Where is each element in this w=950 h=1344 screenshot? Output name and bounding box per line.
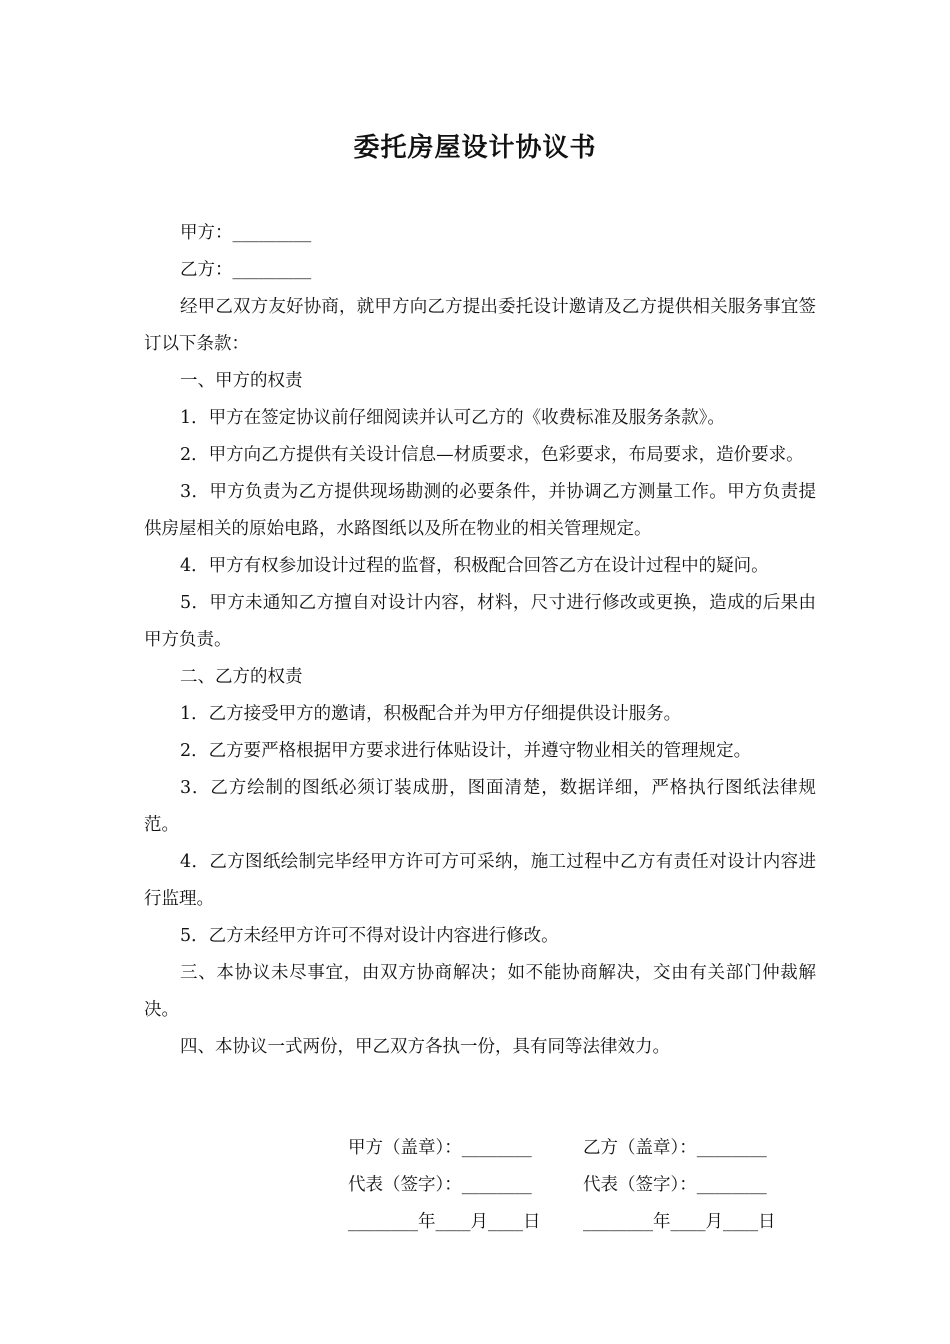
clause: 2．乙方要严格根据甲方要求进行体贴设计，并遵守物业相关的管理规定。 (180, 741, 752, 761)
clause: 1．乙方接受甲方的邀请，积极配合并为甲方仔细提供设计服务。 (180, 704, 682, 724)
clause: 3．乙方绘制的图纸必须订装成册，图面清楚，数据详细，严格执行图纸法律规范。 (144, 778, 816, 835)
party-b-seal: 乙方（盖章）：________ (583, 1138, 767, 1158)
section-heading-party-b: 二、乙方的权责 (180, 667, 303, 687)
clause: 5．乙方未经甲方许可不得对设计内容进行修改。 (180, 926, 559, 946)
representative-row (348, 1167, 818, 1204)
party-a-seal: 甲方（盖章）：________ (348, 1138, 532, 1158)
signature-block (348, 1130, 818, 1241)
clause: 4．乙方图纸绘制完毕经甲方许可方可采纳，施工过程中乙方有责任对设计内容进行监理。 (144, 852, 816, 909)
party-b-date: ________年____月____日 (583, 1212, 776, 1232)
agreement-body (144, 215, 816, 1066)
party-a-line: 甲方：_________ (180, 223, 312, 243)
preamble: 经甲乙双方友好协商，就甲方向乙方提出委托设计邀请及乙方提供相关服务事宜签订以下条款： (144, 297, 816, 354)
clause: 3．甲方负责为乙方提供现场勘测的必要条件，并协调乙方测量工作。甲方负责提供房屋相关的原始电路，水路图纸以及所在物业的相关管理规定。 (144, 482, 816, 539)
clause: 4．甲方有权参加设计过程的监督，积极配合回答乙方在设计过程中的疑问。 (180, 556, 769, 576)
clause: 1．甲方在签定协议前仔细阅读并认可乙方的《收费标准及服务条款》。 (180, 408, 725, 428)
party-a-date: ________年____月____日 (348, 1212, 541, 1232)
party-b-line: 乙方：_________ (180, 260, 312, 280)
section-three: 三、本协议未尽事宜，由双方协商解决；如不能协商解决，交由有关部门仲裁解决。 (144, 963, 816, 1020)
document-title: 委托房屋设计协议书 (353, 133, 597, 163)
clause: 5．甲方未通知乙方擅自对设计内容，材料，尺寸进行修改或更换，造成的后果由甲方负责。 (144, 593, 816, 650)
section-four: 四、本协议一式两份，甲乙双方各执一份，具有同等法律效力。 (180, 1037, 670, 1057)
clause: 2．甲方向乙方提供有关设计信息—材质要求，色彩要求，布局要求，造价要求。 (180, 445, 804, 465)
party-a-representative: 代表（签字）：________ (348, 1175, 532, 1195)
section-heading-party-a: 一、甲方的权责 (180, 371, 303, 391)
date-row (348, 1204, 818, 1241)
seal-row (348, 1130, 818, 1167)
party-b-representative: 代表（签字）：________ (583, 1175, 767, 1195)
